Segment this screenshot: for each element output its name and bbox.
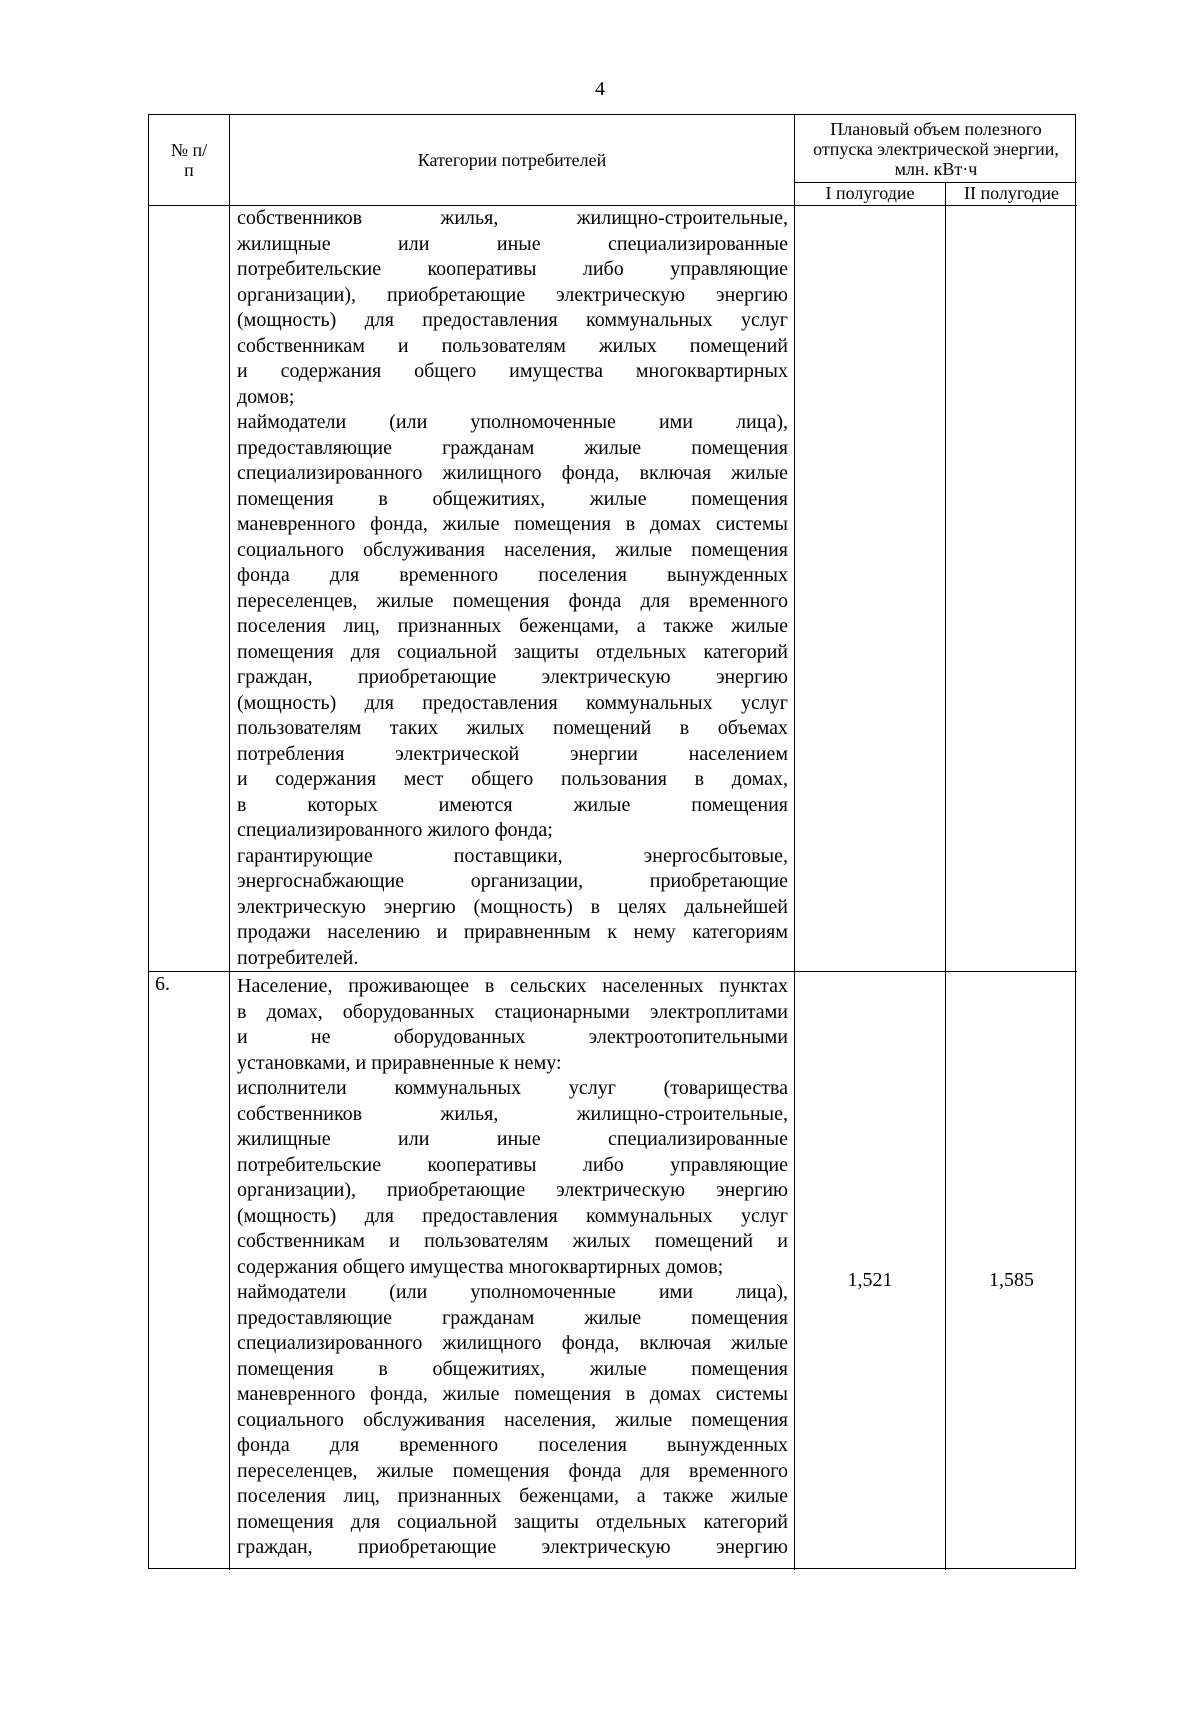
category-text-line: содержания общего имущества многоквартирных домов; (237, 1255, 724, 1278)
category-text-line: в которых имеются жилые помещения (237, 793, 788, 816)
category-text-line: граждан, приобретающие электрическую энергию (237, 1536, 788, 1558)
header-category-label: Категории потребителей (417, 150, 607, 170)
category-text-line: в домах, оборудованных стационарными электроплитами (237, 1000, 788, 1023)
category-text-line: энергоснабжающие организации, приобретающие (237, 870, 788, 892)
category-text-line: социального обслуживания населения, жилые помещения (237, 538, 788, 561)
category-text-line: потребителей. (237, 946, 359, 969)
category-text-line: и содержания общего имущества многоквартирных (237, 360, 788, 382)
category-text-line: (мощность) для предоставления коммунальных услуг (237, 691, 788, 714)
category-text-line: собственникам и пользователям жилых помещений (237, 334, 788, 357)
category-text-line: пользователям таких жилых помещений в объемах (237, 717, 788, 739)
category-text-line: помещения в общежитиях, жилые помещения (237, 487, 788, 510)
row-half2-value (946, 206, 1077, 972)
category-text-line: Население, проживающее в сельских населенных пунктах (237, 975, 788, 997)
header-half2: II полугодие (946, 183, 1077, 206)
category-text-line: наймодатели (или уполномоченные ими лица), (237, 1281, 788, 1303)
category-text-line: потребительские кооперативы либо управляющие (237, 258, 788, 280)
header-category (230, 115, 795, 206)
category-text-line: домов; (237, 385, 295, 408)
category-text-line: исполнители коммунальных услуг (товарищества (237, 1077, 788, 1099)
category-text-line: жилищные или иные специализированные (237, 232, 788, 255)
category-text-line: предоставляющие гражданам жилые помещения (237, 436, 788, 459)
category-text-line: переселенцев, жилые помещения фонда для временного (237, 589, 788, 612)
category-text-line: маневренного фонда, жилые помещения в домах системы (237, 1383, 788, 1405)
header-volume-label: Плановый объем полезного отпуска электрической энергии, млн. кВт·ч (813, 118, 1059, 179)
category-text-line: специализированного жилого фонда; (237, 819, 553, 841)
category-text-line: продажи населению и приравненным к нему категориям (237, 921, 788, 943)
category-text-line: потребительские кооперативы либо управляющие (237, 1153, 788, 1176)
category-text-line: граждан, приобретающие электрическую энергию (237, 666, 788, 688)
category-text-line: и не оборудованных электроотопительными (237, 1026, 788, 1048)
row-number: 6. (149, 972, 230, 1570)
category-text-line: помещения в общежитиях, жилые помещения (237, 1357, 788, 1380)
row-half2-value: 1,585 (989, 1268, 1034, 1291)
category-text-line: установками, и приравненные к нему: (237, 1051, 562, 1074)
row-category-text (230, 972, 795, 1570)
header-volume (795, 115, 1077, 183)
category-text-line: помещения для социальной защиты отдельных категорий (237, 1510, 788, 1533)
row-half1-value: 1,521 (795, 972, 946, 1570)
header-half1: I полугодие (795, 183, 946, 206)
category-text-line: гарантирующие поставщики, энергосбытовые, (237, 844, 788, 867)
category-text-line: маневренного фонда, жилые помещения в домах системы (237, 513, 788, 535)
category-text-line: и содержания мест общего пользования в домах, (237, 768, 788, 790)
row-number (149, 206, 230, 972)
consumption-table (148, 114, 1076, 1569)
category-text-line: наймодатели (или уполномоченные ими лица), (237, 411, 788, 433)
category-text-line: фонда для временного поселения вынужденных (237, 1434, 788, 1456)
category-text-line: (мощность) для предоставления коммунальных услуг (237, 1204, 788, 1227)
category-text-line: помещения для социальной защиты отдельных категорий (237, 640, 788, 663)
category-text-line: переселенцев, жилые помещения фонда для временного (237, 1459, 788, 1482)
category-text-line: организации), приобретающие электрическую энергию (237, 283, 788, 306)
row-half1-value (795, 206, 946, 972)
category-text-line: собственников жилья, жилищно-строительные, (237, 207, 788, 229)
header-number (149, 115, 230, 206)
category-text-line: поселения лиц, признанных беженцами, а также жилые (237, 615, 788, 637)
category-text-line: организации), приобретающие электрическую энергию (237, 1179, 788, 1201)
category-text-line: собственникам и пользователям жилых помещений и (237, 1230, 788, 1252)
category-text-line: собственников жилья, жилищно-строительные, (237, 1102, 788, 1125)
category-text-line: электрическую энергию (мощность) в целях дальнейшей (237, 895, 788, 918)
page-number: 4 (595, 78, 605, 100)
category-text-line: специализированного жилищного фонда, включая жилые (237, 1332, 788, 1354)
category-text-line: специализированного жилищного фонда, включая жилые (237, 462, 788, 484)
row-category-text (230, 206, 795, 972)
category-text-line: (мощность) для предоставления коммунальных услуг (237, 309, 788, 331)
category-text-line: потребления электрической энергии населением (237, 742, 788, 765)
category-text-line: жилищные или иные специализированные (237, 1128, 788, 1150)
category-text-line: фонда для временного поселения вынужденных (237, 564, 788, 586)
category-text-line: поселения лиц, признанных беженцами, а также жилые (237, 1485, 788, 1507)
category-text-line: социального обслуживания населения, жилые помещения (237, 1408, 788, 1431)
category-text-line: предоставляющие гражданам жилые помещения (237, 1306, 788, 1329)
header-number-label: № п/п (170, 140, 208, 180)
